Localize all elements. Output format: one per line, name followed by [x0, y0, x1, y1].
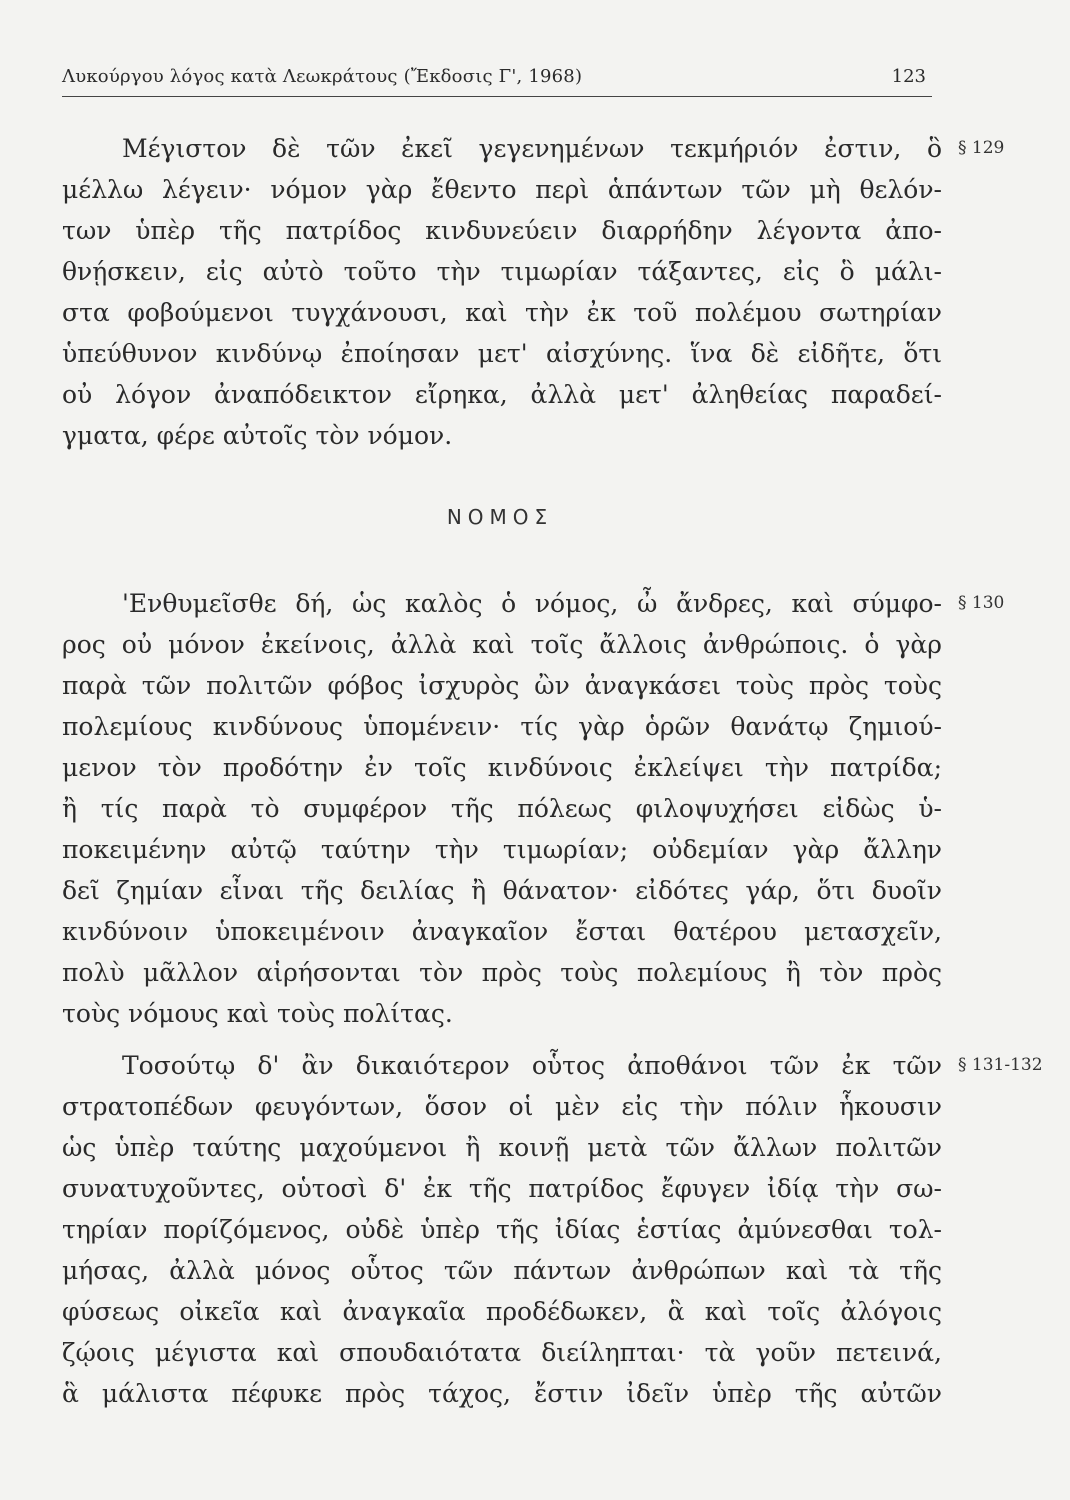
- section-heading: ΝΟΜΟΣ: [446, 505, 554, 529]
- text-line: μέλλω λέγειν· νόμον γὰρ ἔθεντο περὶ ἁπάντων τῶν μὴ θελόν-: [62, 175, 942, 204]
- text-line: τοὺς νόμους καὶ τοὺς πολίτας.: [62, 999, 453, 1028]
- text-line: ποκειμένην αὐτῷ ταύτην τὴν τιμωρίαν; οὐδεμίαν γὰρ ἄλλην: [62, 835, 942, 864]
- text-line: γματα, φέρε αὐτοῖς τὸν νόμον.: [62, 421, 453, 450]
- text-line: μενον τὸν προδότην ἐν τοῖς κινδύνοις ἐκλείψει τὴν πατρίδα;: [62, 753, 942, 782]
- section-marker-129: § 129: [958, 138, 1005, 158]
- section-marker-131-132: § 131-132: [958, 1055, 1043, 1075]
- section-marker-130: § 130: [958, 593, 1005, 613]
- text-line: πολὺ μᾶλλον αἱρήσονται τὸν πρὸς τοὺς πολεμίους ἢ τὸν πρὸς: [62, 958, 942, 987]
- text-line: ζῴοις μέγιστα καὶ σπουδαιότατα διείληπται· τὰ γοῦν πετεινά,: [62, 1338, 942, 1367]
- text-line: παρὰ τῶν πολιτῶν φόβος ἰσχυρὸς ὢν ἀναγκάσει τοὺς πρὸς τοὺς: [62, 671, 942, 700]
- paragraph-129: [62, 128, 942, 456]
- text-line: κινδύνοιν ὑποκειμένοιν ἀναγκαῖον ἔσται θατέρου μετασχεῖν,: [62, 917, 942, 946]
- running-header: [62, 64, 932, 97]
- text-line: πολεμίους κινδύνους ὑπομένειν· τίς γὰρ ὁρῶν θανάτῳ ζημιού-: [62, 712, 942, 741]
- text-line: ὡς ὑπὲρ ταύτης μαχούμενοι ἢ κοινῇ μετὰ τῶν ἄλλων πολιτῶν: [62, 1133, 942, 1162]
- running-title: Λυκούργου λόγος κατὰ Λεωκράτους (Ἔκδοσις Γ', 1968): [62, 66, 583, 87]
- text-line: συνατυχοῦντες, οὑτοσὶ δ' ἐκ τῆς πατρίδος ἔφυγεν ἰδίᾳ τὴν σω-: [62, 1174, 942, 1203]
- text-line: μήσας, ἀλλὰ μόνος οὗτος τῶν πάντων ἀνθρώπων καὶ τὰ τῆς: [62, 1256, 942, 1285]
- text-line: θνῄσκειν, εἰς αὐτὸ τοῦτο τὴν τιμωρίαν τάξαντες, εἰς ὃ μάλι-: [62, 257, 942, 286]
- text-line: ὑπεύθυνον κινδύνῳ ἐποίησαν μετ' αἰσχύνης. ἵνα δὲ εἰδῆτε, ὅτι: [62, 339, 942, 368]
- text-line: στρατοπέδων φευγόντων, ὅσον οἱ μὲν εἰς τὴν πόλιν ἧκουσιν: [62, 1092, 942, 1121]
- text-line: Μέγιστον δὲ τῶν ἐκεῖ γεγενημένων τεκμήριόν ἐστιν, ὃ: [122, 134, 942, 163]
- text-line: δεῖ ζημίαν εἶναι τῆς δειλίας ἢ θάνατον· εἰδότες γάρ, ὅτι δυοῖν: [62, 876, 942, 905]
- text-line: ἃ μάλιστα πέφυκε πρὸς τάχος, ἔστιν ἰδεῖν ὑπὲρ τῆς αὐτῶν: [62, 1379, 942, 1408]
- page-number: 123: [891, 66, 926, 87]
- text-line: φύσεως οἰκεῖα καὶ ἀναγκαῖα προδέδωκεν, ἃ καὶ τοῖς ἀλόγοις: [62, 1297, 942, 1326]
- text-line: των ὑπὲρ τῆς πατρίδος κινδυνεύειν διαρρήδην λέγοντα ἀπο-: [62, 216, 942, 245]
- paragraph-130: [62, 583, 942, 1034]
- text-line: 'Ενθυμεῖσθε δή, ὡς καλὸς ὁ νόμος, ὦ ἄνδρες, καὶ σύμφο-: [122, 589, 942, 618]
- paragraph-131-132: [62, 1045, 942, 1414]
- text-line: ἢ τίς παρὰ τὸ συμφέρον τῆς πόλεως φιλοψυχήσει εἰδὼς ὑ-: [62, 794, 942, 823]
- text-line: στα φοβούμενοι τυγχάνουσι, καὶ τὴν ἐκ τοῦ πολέμου σωτηρίαν: [62, 298, 942, 327]
- text-line: τηρίαν πορίζόμενος, οὐδὲ ὑπὲρ τῆς ἰδίας ἑστίας ἀμύνεσθαι τολ-: [62, 1215, 942, 1244]
- text-line: ρος οὐ μόνον ἐκείνοις, ἀλλὰ καὶ τοῖς ἄλλοις ἀνθρώποις. ὁ γὰρ: [62, 630, 942, 659]
- text-line: Τοσούτῳ δ' ἂν δικαιότερον οὗτος ἀποθάνοι τῶν ἐκ τῶν: [122, 1051, 942, 1080]
- text-line: οὐ λόγον ἀναπόδεικτον εἴρηκα, ἀλλὰ μετ' ἀληθείας παραδεί-: [62, 380, 942, 409]
